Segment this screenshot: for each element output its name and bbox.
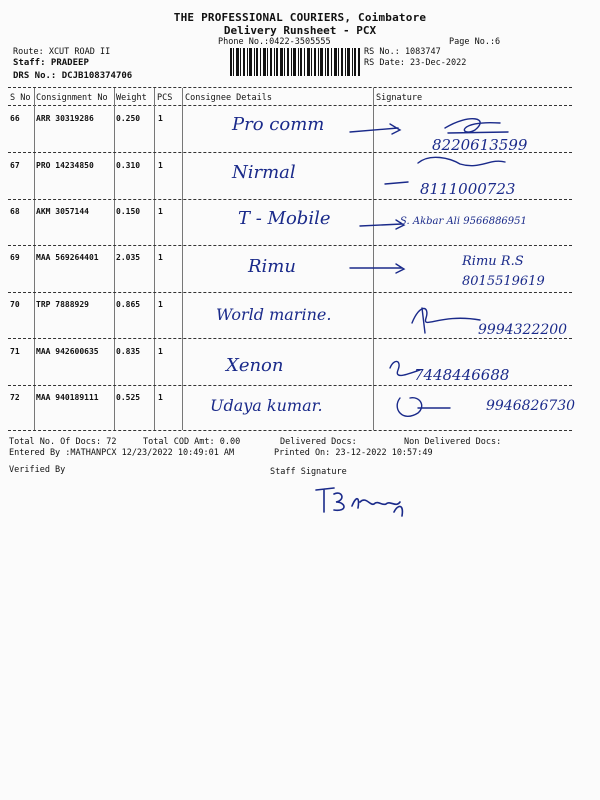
row-consignment: TRP 7888929 bbox=[36, 300, 89, 309]
row-pcs: 1 bbox=[158, 207, 163, 216]
page-number: Page No.:6 bbox=[449, 37, 501, 47]
staff-label: Staff: PRADEEP bbox=[13, 58, 89, 68]
column-divider bbox=[154, 88, 155, 430]
row-signature: 7448446688 bbox=[414, 366, 510, 384]
barcode-image bbox=[230, 48, 360, 76]
non-delivered-docs: Non Delivered Docs: bbox=[404, 437, 502, 447]
row-signature: S. Akbar Ali 9566886951 bbox=[400, 216, 527, 227]
row-consignment: PRO 14234850 bbox=[36, 161, 94, 170]
column-divider bbox=[182, 88, 183, 430]
delivered-docs: Delivered Docs: bbox=[280, 437, 357, 447]
row-consignment: AKM 3057144 bbox=[36, 207, 89, 216]
printed-on: Printed On: 23-12-2022 10:57:49 bbox=[274, 448, 433, 458]
row-weight: 0.835 bbox=[116, 347, 141, 356]
route-label: Route: XCUT ROAD II bbox=[13, 47, 111, 57]
row-sno: 66 bbox=[10, 114, 20, 123]
row-signature: 9946826730 bbox=[486, 398, 576, 414]
row-sno: 67 bbox=[10, 161, 20, 170]
page-title: THE PROFESSIONAL COURIERS, Coimbatore bbox=[173, 11, 427, 24]
rs-date: RS Date: 23-Dec-2022 bbox=[364, 58, 467, 68]
staff-signature-label: Staff Signature bbox=[270, 467, 347, 477]
row-sno: 68 bbox=[10, 207, 20, 216]
row-consignee: World marine. bbox=[216, 305, 332, 324]
row-pcs: 1 bbox=[158, 300, 163, 309]
row-consignee: Nirmal bbox=[232, 162, 296, 183]
table-top-rule bbox=[8, 87, 572, 88]
row-signature: 9994322200 bbox=[478, 322, 568, 338]
row-signature: Rimu R.S 8015519619 bbox=[462, 254, 545, 289]
row-consignee: Rimu bbox=[248, 256, 296, 277]
row-consignee: Xenon bbox=[226, 355, 284, 376]
row-sno: 72 bbox=[10, 393, 20, 402]
row-consignee: Pro comm bbox=[232, 114, 325, 135]
header-rule bbox=[8, 105, 572, 106]
page-subtitle: Delivery Runsheet - PCX bbox=[223, 24, 377, 37]
row-weight: 0.250 bbox=[116, 114, 141, 123]
verified-by-label: Verified By bbox=[9, 465, 66, 475]
col-pcs: PCS bbox=[157, 93, 173, 103]
phone-number: Phone No.:0422-3505555 bbox=[218, 37, 331, 47]
row-sno: 71 bbox=[10, 347, 20, 356]
table-bottom-rule bbox=[8, 430, 572, 431]
row-pcs: 1 bbox=[158, 347, 163, 356]
staff-signature-image bbox=[312, 482, 412, 522]
row-weight: 0.310 bbox=[116, 161, 141, 170]
col-consignee: Consignee Details bbox=[185, 93, 272, 103]
row-sno: 70 bbox=[10, 300, 20, 309]
row-weight: 2.035 bbox=[116, 253, 141, 262]
row-pcs: 1 bbox=[158, 253, 163, 262]
total-docs: Total No. Of Docs: 72 bbox=[9, 437, 117, 447]
row-consignment: MAA 569264401 bbox=[36, 253, 99, 262]
col-signature: Signature bbox=[376, 93, 423, 103]
col-sno: S No bbox=[10, 93, 31, 103]
rs-number: RS No.: 1083747 bbox=[364, 47, 441, 57]
col-weight: Weight bbox=[116, 93, 147, 103]
row-sno: 69 bbox=[10, 253, 20, 262]
row-weight: 0.525 bbox=[116, 393, 141, 402]
row-pcs: 1 bbox=[158, 114, 163, 123]
total-cod-amount: Total COD Amt: 0.00 bbox=[143, 437, 241, 447]
column-divider bbox=[34, 88, 35, 430]
row-signature: 8111000723 bbox=[420, 180, 516, 198]
row-signature: 8220613599 bbox=[432, 136, 528, 154]
signature-scribbles-image bbox=[330, 108, 570, 428]
col-consignment: Consignment No bbox=[36, 93, 108, 103]
drs-number: DRS No.: DCJB108374706 bbox=[13, 71, 133, 81]
row-pcs: 1 bbox=[158, 161, 163, 170]
column-divider bbox=[114, 88, 115, 430]
entered-by: Entered By :MATHANPCX 12/23/2022 10:49:01 AM bbox=[9, 448, 235, 458]
row-pcs: 1 bbox=[158, 393, 163, 402]
row-consignee: Udaya kumar. bbox=[210, 396, 323, 415]
row-consignment: MAA 940189111 bbox=[36, 393, 99, 402]
row-consignee: T - Mobile bbox=[238, 208, 331, 229]
row-weight: 0.865 bbox=[116, 300, 141, 309]
row-consignment: ARR 30319286 bbox=[36, 114, 94, 123]
row-consignment: MAA 942600635 bbox=[36, 347, 99, 356]
row-weight: 0.150 bbox=[116, 207, 141, 216]
